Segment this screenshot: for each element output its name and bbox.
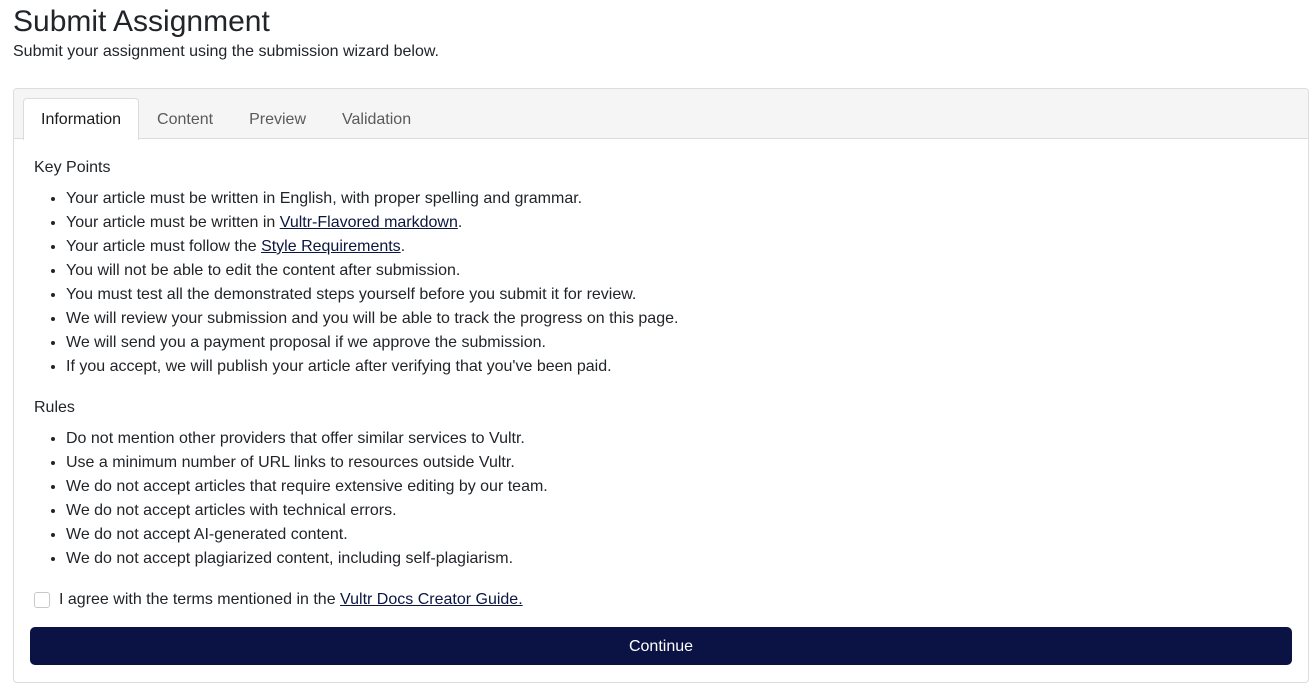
list-item xyxy=(66,235,678,259)
list-item-text: Your article must follow the xyxy=(66,238,262,255)
list-item xyxy=(66,259,678,283)
list-item-text: We will send you a payment proposal if we approve the submission. xyxy=(66,334,546,351)
list-item xyxy=(66,331,678,355)
list-item xyxy=(66,427,548,451)
list-item-text: We do not accept articles that require extensive editing by our team. xyxy=(66,478,548,495)
list-item-text: Your article must be written in English, with proper spelling and grammar. xyxy=(66,190,583,207)
list-item-text: Do not mention other providers that offer similar services to Vultr. xyxy=(66,430,525,447)
terms-agreement-label: I agree with the terms mentioned in the xyxy=(59,591,341,608)
tab-content[interactable]: Content xyxy=(157,111,214,128)
list-item xyxy=(66,283,678,307)
terms-checkbox[interactable] xyxy=(34,592,50,608)
vultr-flavored-markdown-link[interactable]: Vultr-Flavored markdown xyxy=(279,214,458,231)
tab-information[interactable]: Information xyxy=(23,98,139,140)
list-item xyxy=(66,187,678,211)
list-item-text: You will not be able to edit the content after submission. xyxy=(66,262,461,279)
list-item xyxy=(66,499,548,523)
page-subtitle: Submit your assignment using the submission wizard below. xyxy=(13,43,439,60)
submission-wizard-card xyxy=(13,88,1309,683)
tab-validation[interactable]: Validation xyxy=(342,111,412,128)
wizard-tab-bar xyxy=(14,89,1308,139)
list-item xyxy=(66,211,678,235)
terms-agreement-row xyxy=(34,589,523,611)
list-item-text: We do not accept plagiarized content, including self-plagiarism. xyxy=(66,550,514,567)
list-item-text: We do not accept articles with technical errors. xyxy=(66,502,397,519)
list-item xyxy=(66,307,678,331)
list-item-text: . xyxy=(457,214,463,231)
continue-button[interactable]: Continue xyxy=(30,627,1292,665)
list-item-text: If you accept, we will publish your article after verifying that you've been paid. xyxy=(66,358,612,375)
list-item-text: Your article must be written in xyxy=(66,214,280,231)
creator-guide-link[interactable]: Vultr Docs Creator Guide. xyxy=(340,591,523,608)
style-requirements-link[interactable]: Style Requirements xyxy=(261,238,401,255)
list-item xyxy=(66,475,548,499)
key-points-heading: Key Points xyxy=(34,159,111,176)
list-item xyxy=(66,451,548,475)
list-item xyxy=(66,547,548,571)
list-item-text: Use a minimum number of URL links to resources outside Vultr. xyxy=(66,454,515,471)
rules-heading: Rules xyxy=(34,399,75,416)
list-item-text: . xyxy=(400,238,406,255)
list-item xyxy=(66,355,678,379)
tab-preview[interactable]: Preview xyxy=(249,111,306,128)
page-title: Submit Assignment xyxy=(13,5,270,38)
rules-list xyxy=(34,427,548,571)
wizard-tabs xyxy=(23,98,429,139)
list-item-text: We will review your submission and you will be able to track the progress on this page. xyxy=(66,310,679,327)
list-item-text: You must test all the demonstrated steps yourself before you submit it for review. xyxy=(66,286,637,303)
key-points-list xyxy=(34,187,678,379)
list-item xyxy=(66,523,548,547)
list-item-text: We do not accept AI-generated content. xyxy=(66,526,348,543)
